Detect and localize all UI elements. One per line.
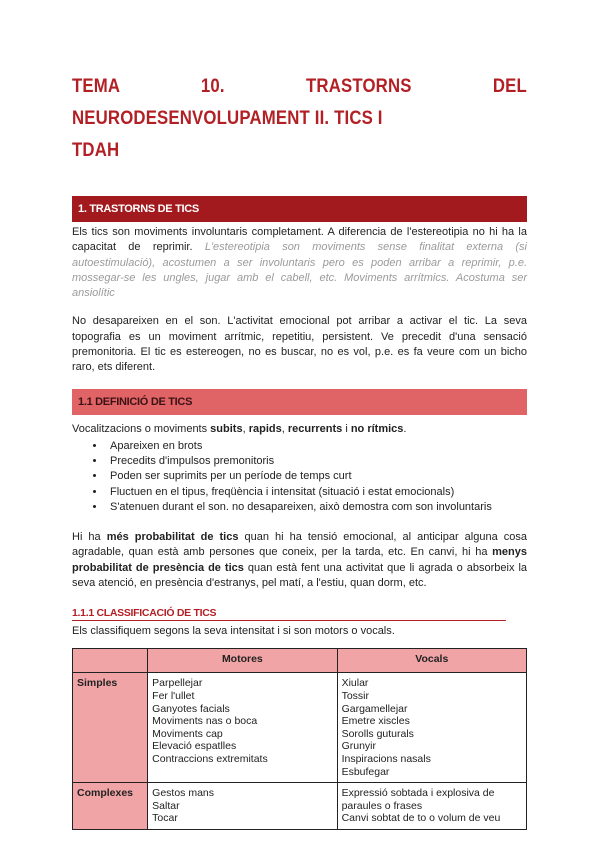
table-cell-line: Expressió sobtada i explosiva de bbox=[341, 787, 495, 800]
title-line-2: TDAH bbox=[72, 139, 120, 161]
paragraph-note-estereotipia: L'estereotipia son moviments sense finalitat externa (si autoestimulació), acostumen a ser involuntaris pero es poden arribar a reprimir, p.e. mossegar-se les ungles, jugar amb el cabell, etc. Moviments arrítmics. Acostuma ser ansiolític bbox=[72, 241, 528, 300]
subsection-heading-classificacio: 1.1.1 CLASSIFICACIÓ DE TICS bbox=[72, 607, 506, 621]
table-row bbox=[73, 673, 527, 783]
paragraph-vocalitzacions bbox=[72, 422, 527, 437]
table-cell-line: Saltar bbox=[152, 799, 180, 812]
text: i bbox=[342, 422, 351, 435]
table-cell-line: Esbufegar bbox=[341, 765, 390, 778]
table-cell-line: Moviments cap bbox=[152, 727, 223, 740]
table-cell-line: Tocar bbox=[152, 812, 178, 825]
section-heading-definicio: 1.1 DEFINICIÓ DE TICS bbox=[72, 389, 527, 415]
text: quan hi ha tensió emocional, al anticipar alguna cosa agradable, quan està amb persones que coneix, per la tarda, etc. En canvi, hi ha bbox=[72, 530, 527, 559]
table-cell-line: Gargamellejar bbox=[341, 702, 408, 715]
document-page bbox=[72, 70, 527, 830]
paragraph-tics-definition bbox=[72, 225, 527, 301]
bold-term: subits bbox=[210, 422, 243, 435]
text: quan està fent una activitat que li agrada o absorbeix la seva atenció, en presència d'estranys, pel matí, a l'estiu, quan dorm, etc. bbox=[72, 561, 527, 589]
table-cell-line: Elevació espatlles bbox=[152, 740, 237, 753]
list-item: • Fluctuen en el tipus, freqüència i intensitat (situació i estat emocionals) bbox=[106, 485, 527, 500]
table-cell-line: Emetre xiscles bbox=[341, 715, 410, 728]
table-cell-line: Contraccions extremitats bbox=[152, 753, 268, 766]
bold-term: rapids bbox=[248, 422, 282, 435]
section-heading-trastorns: 1. TRASTORNS DE TICS bbox=[72, 196, 527, 222]
text: , bbox=[281, 422, 288, 435]
text: , bbox=[242, 422, 249, 435]
cell-complexes-vocals bbox=[337, 783, 526, 830]
title-line-1: TEMA 10. TRASTORNS DEL NEURODESENVOLUPAMENT II. TICS I bbox=[72, 75, 527, 129]
table-cell-line: Inspiracions nasals bbox=[341, 753, 431, 766]
text: Vocalitzacions o moviments bbox=[72, 422, 211, 435]
bold-term: recurrents bbox=[287, 422, 343, 435]
row-header-simples: Simples bbox=[73, 673, 148, 783]
tic-characteristics-list bbox=[72, 439, 527, 515]
table-cell-line: Canvi sobtat de to o volum de veu bbox=[341, 812, 501, 825]
paragraph-son: No desapareixen en el son. L'activitat emocional pot arribar a activar el tic. La seva topografia es un moviment arrítmic, repetitiu, persistent. Ve precedit d'una sensació premonitoria. El tic es estereogen, no es buscar, no es vol, p.e. es fa veure com un bicho raro, ets diferent. bbox=[72, 315, 527, 374]
list-item: • Apareixen en brots bbox=[106, 439, 527, 454]
list-item: • Poden ser suprimits per un període de temps curt bbox=[106, 469, 527, 484]
table-cell-line: Fer l'ullet bbox=[152, 690, 195, 703]
cell-complexes-motores bbox=[148, 783, 337, 830]
page-title bbox=[72, 70, 527, 166]
row-header-complexes: Complexes bbox=[73, 783, 148, 830]
text: . bbox=[403, 422, 407, 435]
table-corner-cell bbox=[73, 649, 148, 673]
table-cell-line: Ganyotes facials bbox=[152, 702, 230, 715]
table-cell-line: Grunyir bbox=[341, 740, 376, 753]
list-item: • Precedits d'impulsos premonitoris bbox=[106, 454, 527, 469]
paragraph-probabilitat bbox=[72, 530, 527, 591]
text: Hi ha bbox=[72, 530, 107, 543]
table-cell-line: Sorolls guturals bbox=[341, 727, 414, 740]
column-header-vocals: Vocals bbox=[337, 649, 526, 673]
table-cell-line: Moviments nas o boca bbox=[152, 715, 258, 728]
list-item: • S'atenuen durant el son. no desapareixen, això demostra com son involuntaris bbox=[106, 500, 527, 515]
table-row bbox=[73, 783, 527, 830]
bold-term: més probabilitat de tics bbox=[106, 530, 239, 543]
cell-simples-motores bbox=[148, 673, 337, 783]
column-header-motores: Motores bbox=[148, 649, 337, 673]
table-cell-line: Gestos mans bbox=[152, 787, 215, 800]
table-cell-line: paraules o frases bbox=[341, 799, 423, 812]
table-cell-line: Xiular bbox=[341, 677, 369, 690]
tics-classification-table bbox=[72, 648, 527, 830]
table-cell-line: Tossir bbox=[341, 690, 369, 703]
table-header-row bbox=[73, 649, 527, 673]
paragraph-text: Els tics son moviments involuntaris completament. A diferencia de l'estereotipia no hi ha la capacitat de reprimir. bbox=[72, 226, 527, 254]
bold-term: no rítmics bbox=[350, 422, 404, 435]
paragraph-classifiquem: Els classifiquem segons la seva intensitat i si son motors o vocals. bbox=[72, 625, 395, 638]
cell-simples-vocals bbox=[337, 673, 526, 783]
table-cell-line: Parpellejar bbox=[152, 677, 203, 690]
bold-term: menys probabilitat de presència de tics bbox=[72, 546, 527, 574]
